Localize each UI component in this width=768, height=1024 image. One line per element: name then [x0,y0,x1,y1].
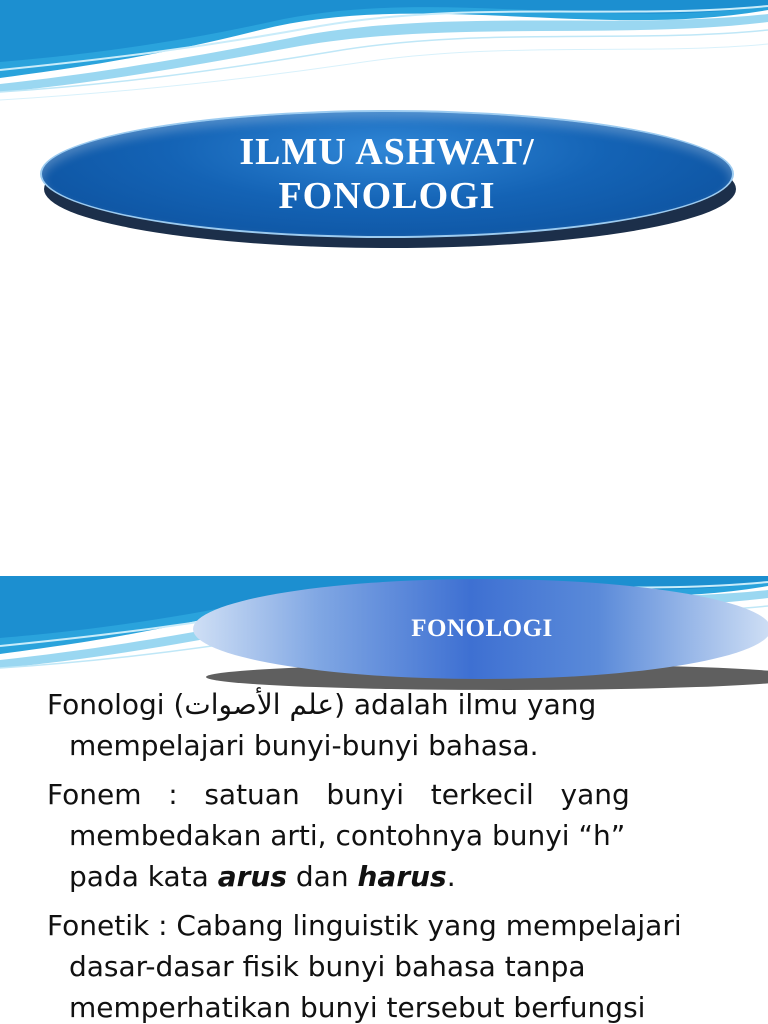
definition-fonem [47,774,722,897]
slide-title-text: ILMU ASHWAT/ FONOLOGI [239,131,535,217]
fonetik-second-line: dasar-dasar fisik bunyi bahasa tanpa [69,950,586,983]
fonologi-arabic: علم الأصوات [184,688,335,721]
fonetik-third-line: memperhatikan bunyi tersebut berfungsi [69,991,646,1024]
fonem-end: . [446,860,456,893]
decorative-wave [0,0,768,110]
fonologi-text-rest: mempelajari bunyi-bunyi bahasa. [69,729,539,762]
fonologi-open-paren: ( [173,688,185,721]
header-oval [193,579,768,679]
slide-fonologi [0,576,768,1024]
fonem-second-line: membedakan arti, contohnya bunyi “h” [69,819,626,852]
fonologi-term: Fonologi [47,688,165,721]
title-oval [40,110,734,238]
definition-fonetik [47,905,722,1024]
fonem-third-pre: pada kata [69,860,218,893]
fonologi-close-paren: ) [334,688,345,721]
definition-fonologi [47,684,722,766]
fonem-first-line: Fonem : satuan bunyi terkecil yang [47,778,630,811]
fonologi-text-first: adalah ilmu yang [345,688,597,721]
fonetik-first-line: Fonetik : Cabang linguistik yang mempelajari [47,909,682,942]
definitions-body [47,684,722,1024]
fonem-word-harus: harus [357,860,447,893]
header-title: FONOLOGI [411,615,553,642]
fonem-mid: dan [287,860,358,893]
fonem-third-line [47,856,722,897]
fonem-word-arus: arus [217,860,287,893]
